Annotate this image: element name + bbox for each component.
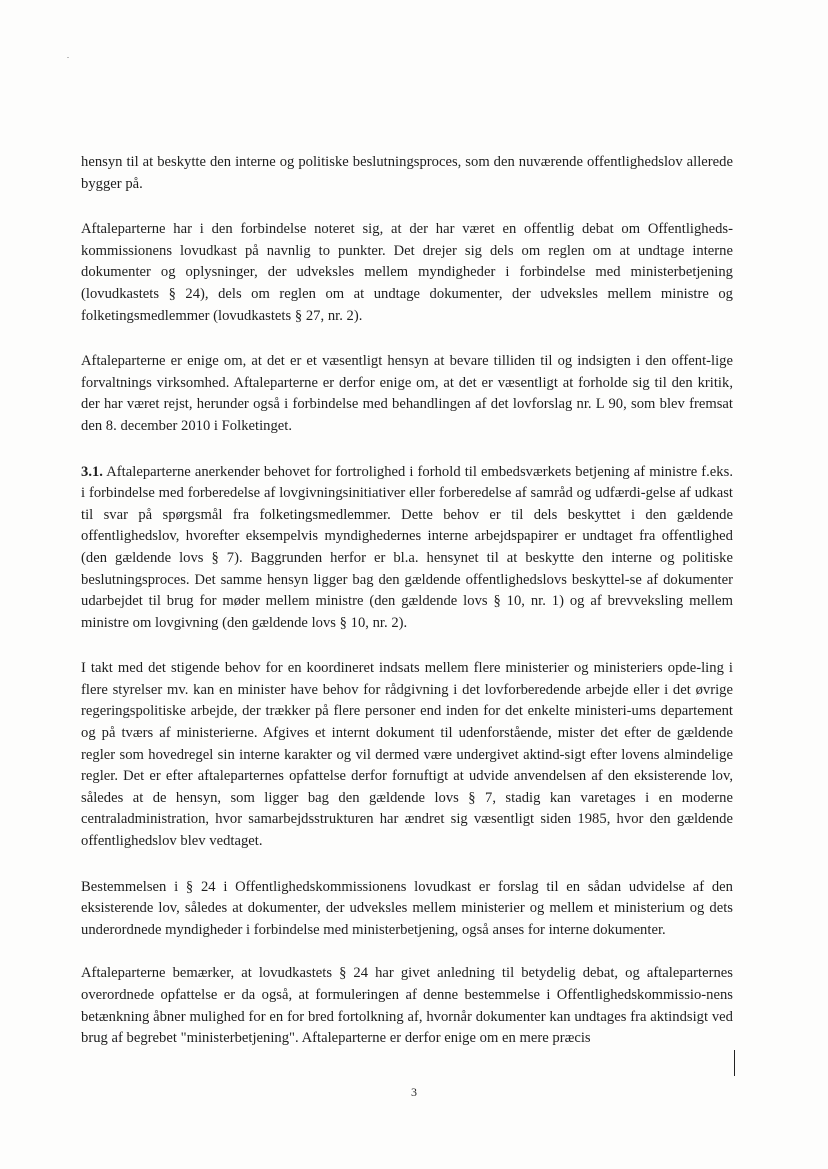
paragraph-2-text: Aftaleparterne har i den forbindelse noteret sig, at der har været en offentlig debat om Offentligheds-kommissionens lovudkast på navnlig to punkter. Det drejer sig dels om reglen om at undtage interne dokumenter og oplysninger, der udveksles mellem myndigheder i forbindelse med ministerbetjening (lovudkastets § 24), dels om reglen om at undtage dokumenter, der udveksles mellem ministre og folketingsmedlemmer (lovudkastets § 27, nr. 2).: [81, 221, 733, 324]
paragraph-7-text: Aftaleparterne bemærker, at lovudkastets § 24 har givet anledning til betydelig debat, og aftaleparternes overordnede opfattelse er da også, at formuleringen af denne bestemmelse i Offentlighedskommissio-nens betænkning åbner mulighed for en for bred fortolkning af, hvornår dokumenter kan undtages fra aktindsigt ved brug af begrebet "ministerbetjening". Aftaleparterne er derfor enige om en mere præcis: [81, 965, 733, 1047]
paragraph-6-text: Bestemmelsen i § 24 i Offentlighedskommissionens lovudkast er forslag til en sådan udvidelse af den eksisterende lov, således at dokumenter, der udveksles mellem ministerier og mellem et ministerium og dets underordnede myndigheder i forbindelse med ministerbetjening, også anses for interne dokumenter.: [81, 878, 733, 938]
paragraph-5: [81, 658, 733, 852]
paragraph-1-text: hensyn til at beskytte den interne og politiske beslutningsproces, som den nuværende offentlighedslov allerede bygger på.: [81, 154, 733, 192]
section-number: 3.1.: [81, 463, 103, 480]
page-number: 3: [411, 1085, 417, 1099]
paragraph-2: [81, 219, 733, 327]
document-body: [81, 152, 733, 1074]
margin-mark: [734, 1050, 735, 1076]
paragraph-6: [81, 877, 733, 942]
scan-speck: [67, 57, 69, 58]
paragraph-4-text: Aftaleparterne anerkender behovet for fortrolighed i forhold til embedsværkets betjening af ministre f.eks. i forbindelse med forberedelse af lovgivningsinitiativer eller forberedelse af samråd og udfærdi-gelse af udkast til svar på spørgsmål fra folketingsmedlemmer. Dette behov er til dels beskyttet i den gældende offentlighedslov, hvorefter eksempelvis myndighedernes interne arbejdspapirer er undtaget fra offentlighed (den gældende lovs § 7). Baggrunden herfor er bl.a. hensynet til at beskytte den interne og politiske beslutningsproces. Det samme hensyn ligger bag den gældende offentlighedslovs beskyttel-se af dokumenter udarbejdet til brug for møder mellem ministre (den gældende lovs § 10, nr. 1) og af brevveksling mellem ministre om lovgivning (den gældende lovs § 10, nr. 2).: [81, 463, 733, 631]
paragraph-7: [81, 963, 733, 1049]
paragraph-1: [81, 152, 733, 195]
paragraph-4: [81, 462, 733, 635]
paragraph-5-text: I takt med det stigende behov for en koordineret indsats mellem flere ministerier og ministeriers opde-ling i flere styrelser mv. kan en minister have behov for rådgivning i det lovforberedende arbejde eller i det øvrige regeringspolitiske arbejde, der trækker på flere personer end inden for det enkelte ministeri-ums departement og på tværs af ministerierne. Afgives et internt dokument til udenforstående, mister det efter de gældende regler som hovedregel sin interne karakter og vil dermed være undergivet aktind-sigt efter lovens almindelige regler. Det er efter aftaleparternes opfattelse derfor fornuftigt at udvide anvendelsen af den eksisterende lov, således at de hensyn, som ligger bag den gældende lovs § 7, stadig kan varetages i en moderne centraladministration, hvor samarbejdsstrukturen har ændret sig væsentligt siden 1985, hvor den gældende offentlighedslov blev vedtaget.: [81, 660, 733, 850]
paragraph-3-text: Aftaleparterne er enige om, at det er et væsentligt hensyn at bevare tilliden til og indsigten i den offent-lige forvaltnings virksomhed. Aftaleparterne er derfor enige om, at det er væsentligt at forholde sig til den kritik, der har været rejst, herunder også i forbindelse med behandlingen af det lovforslag nr. L 90, som blev fremsat den 8. december 2010 i Folketinget.: [81, 353, 733, 434]
paragraph-3: [81, 351, 733, 437]
